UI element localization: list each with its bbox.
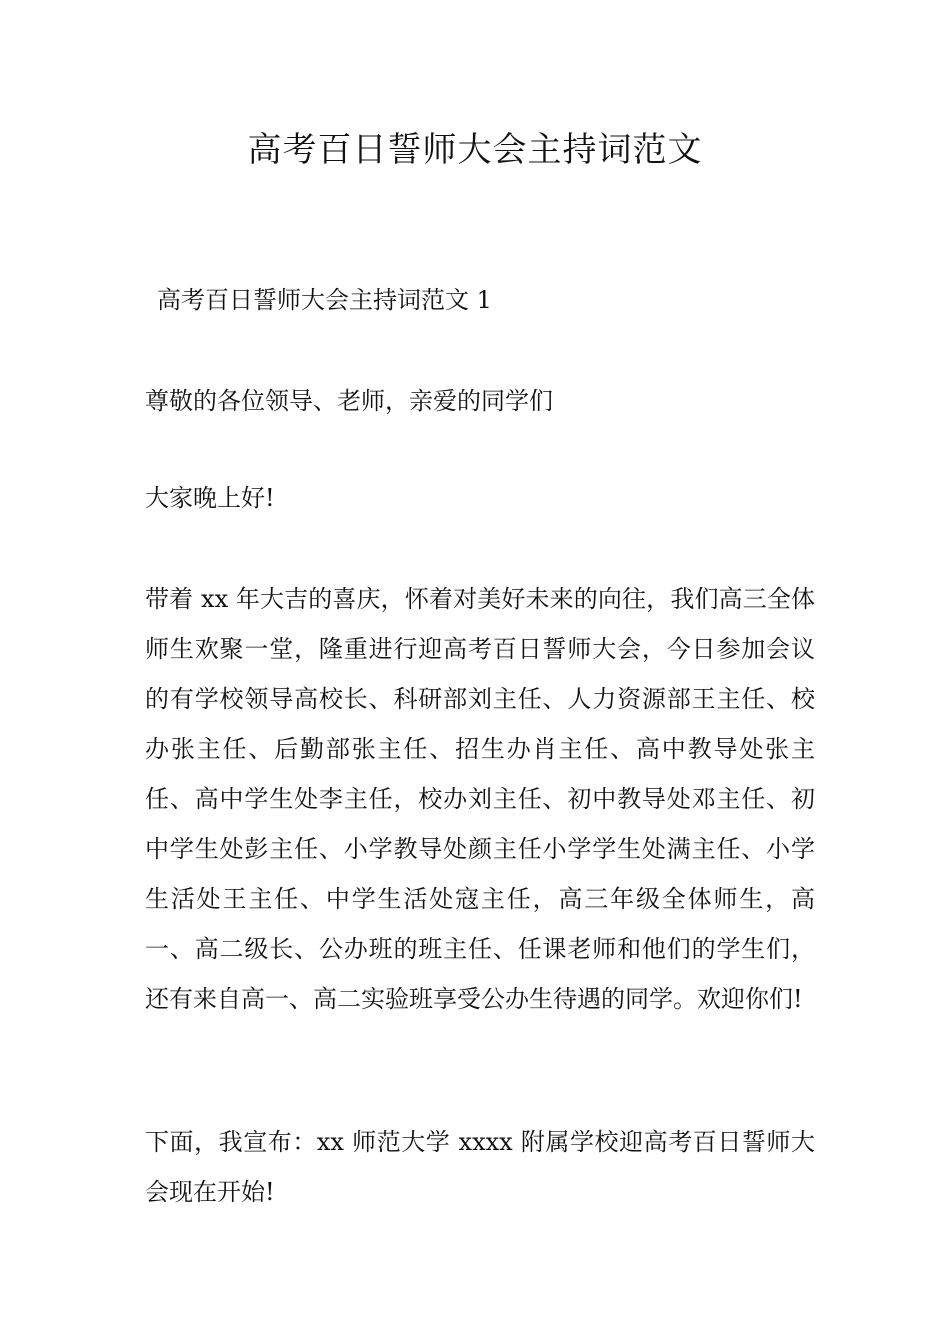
announcement-paragraph: 下面，我宣布：xx 师范大学 xxxx 附属学校迎高考百日誓师大会现在开始! <box>145 1128 815 1206</box>
section-heading: 高考百日誓师大会主持词范文 1 <box>157 286 492 314</box>
greeting-paragraph: 尊敬的各位领导、老师，亲爱的同学们 <box>145 387 553 415</box>
document-title: 高考百日誓师大会主持词范文 <box>247 130 703 170</box>
evening-greeting-paragraph: 大家晚上好! <box>145 484 275 512</box>
body-paragraph: 带着 xx 年大吉的喜庆，怀着对美好未来的向往，我们高三全体师生欢聚一堂，隆重进行迎高考百日誓师大会，今日参加会议的有学校领导高校长、科研部刘主任、人力资源部王主任、校办张主任、后勤部张主任、招生办肖主任、高中教导处张主任、高中学生处李主任，校办刘主任、初中教导处邓主任、初中学生处彭主任、小学教导处颜主任小学学生处满主任、小学生活处王主任、中学生活处寇主任，高三年级全体师生，高一、高二级长、公办班的班主任、任课老师和他们的学生们，还有来自高一、高二实验班享受公办生待遇的同学。欢迎你们! <box>145 585 815 1013</box>
